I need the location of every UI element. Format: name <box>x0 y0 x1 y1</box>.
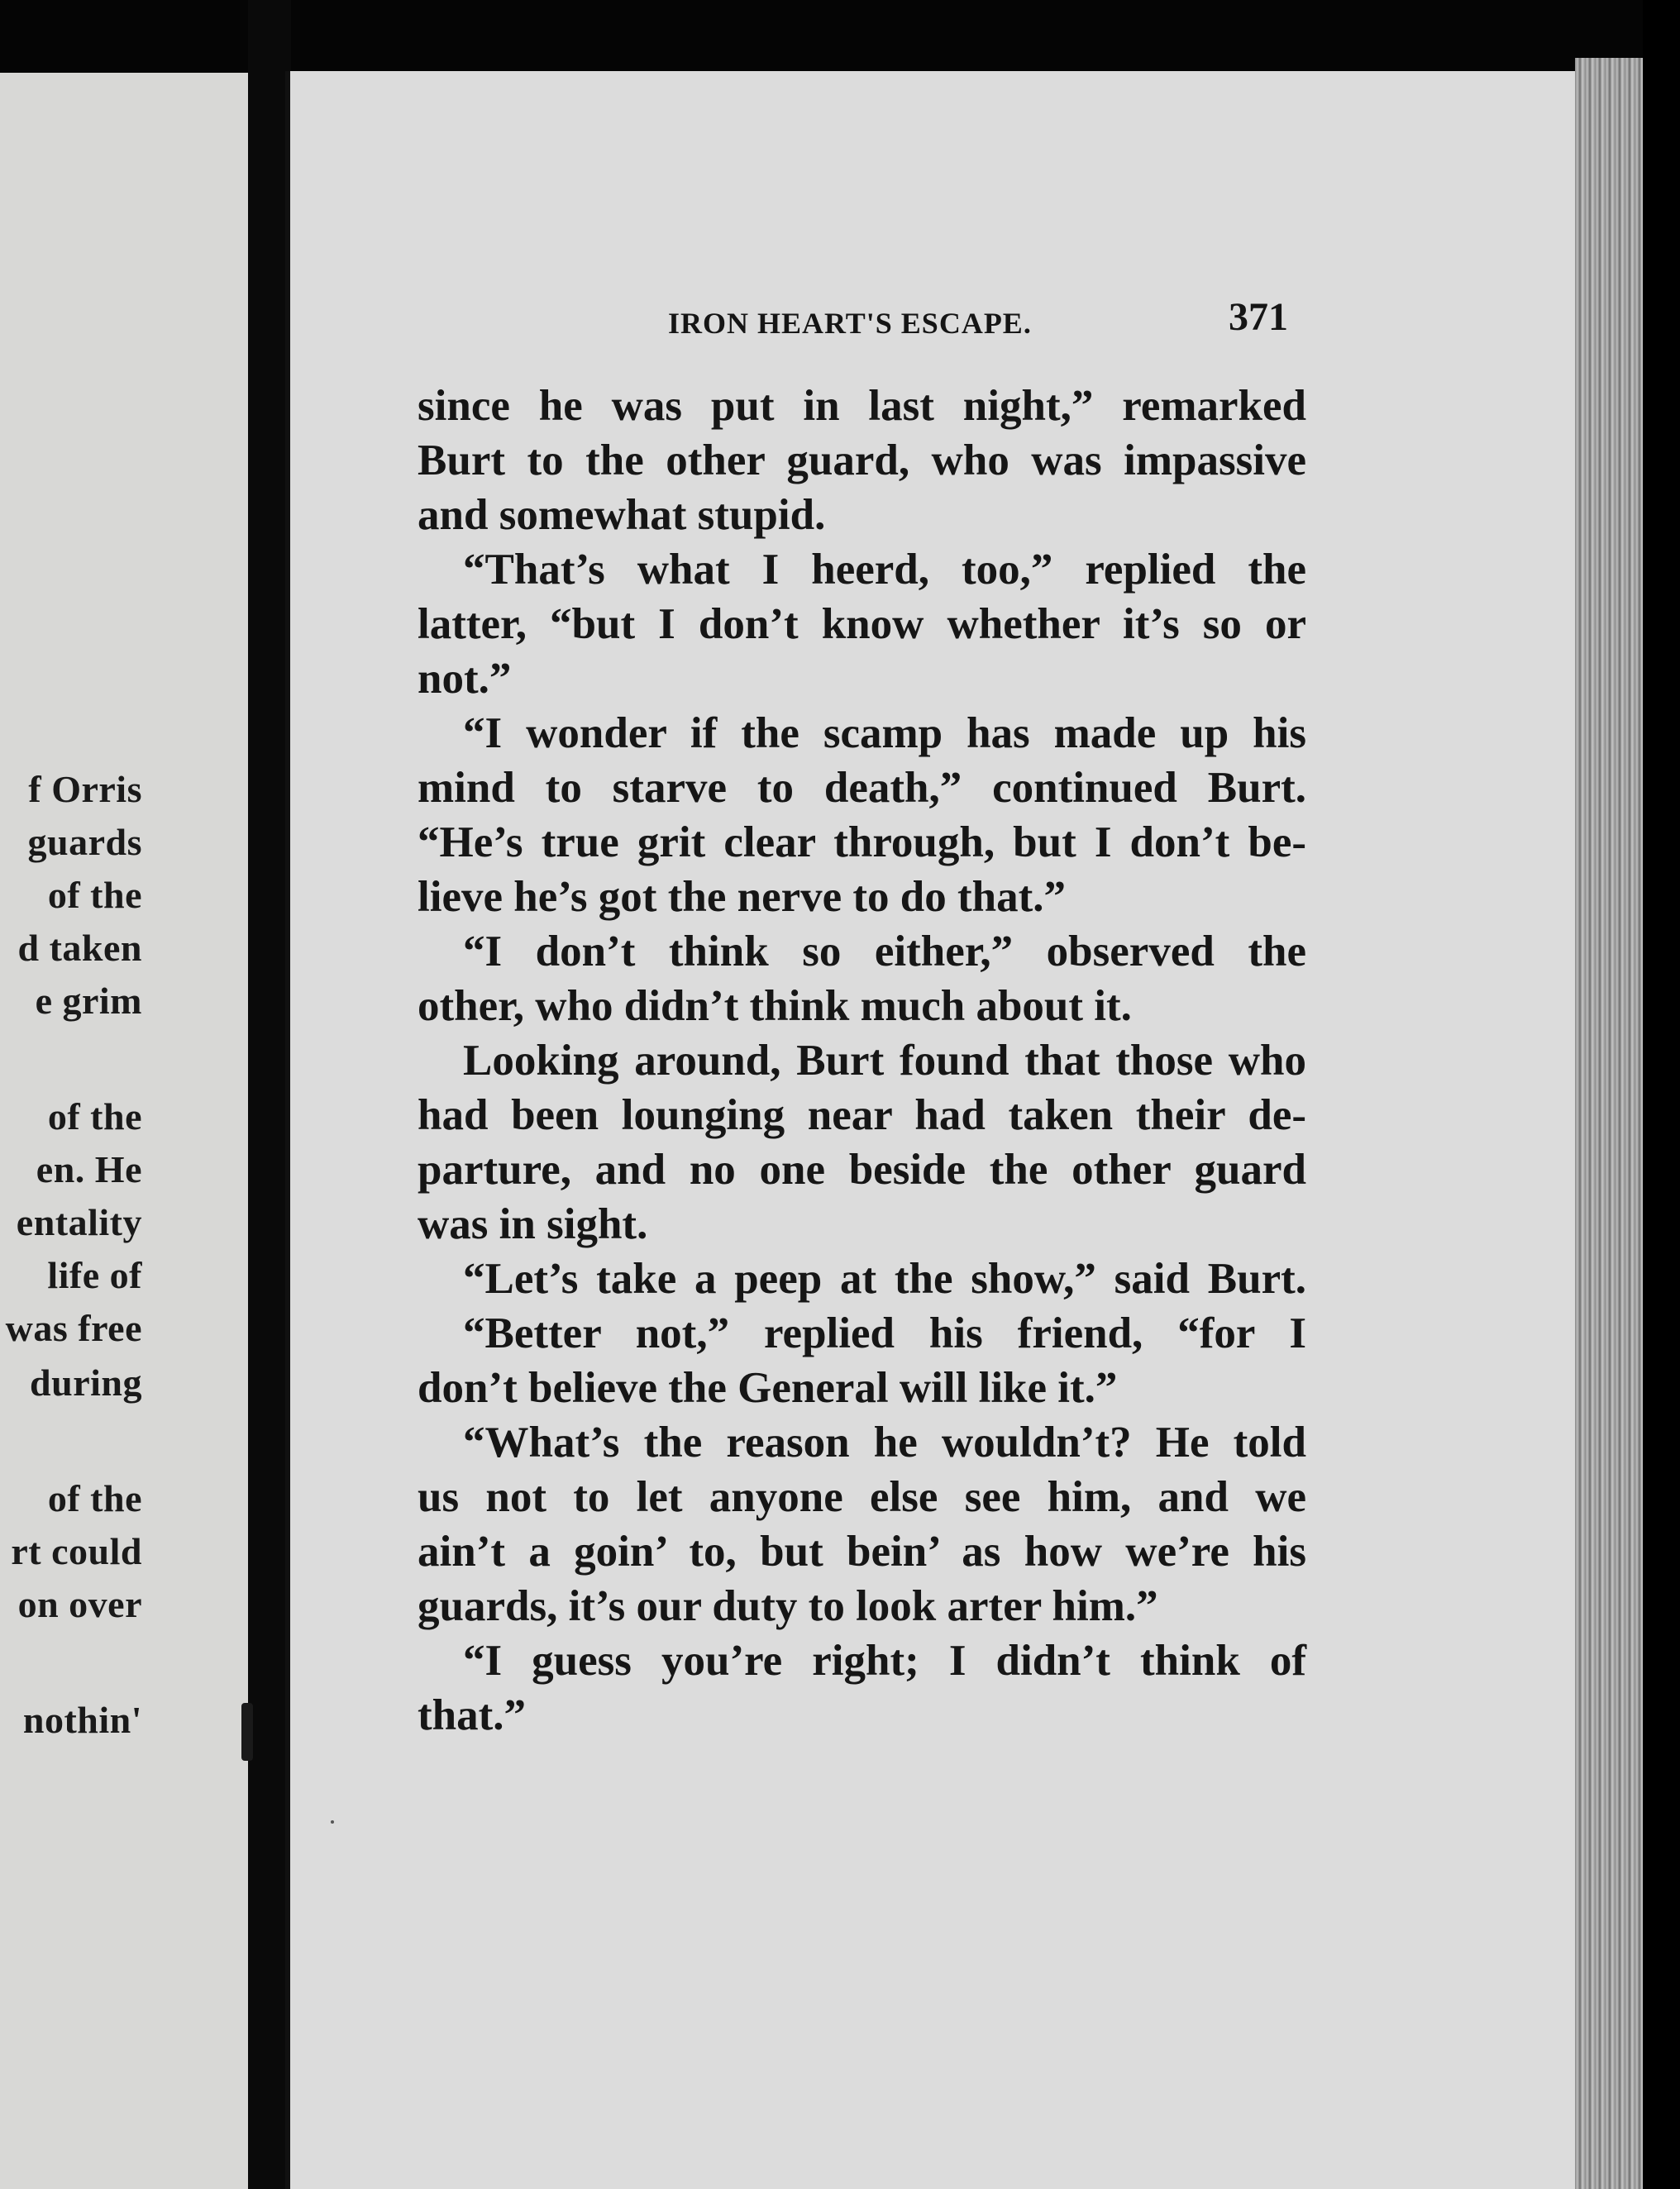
text-line: other, who didn’t think much about it. <box>418 982 1132 1030</box>
text-line: mind to starve to death,” continued Burt. <box>418 764 1306 812</box>
text-line: “That’s what I heerd, too,” replied the <box>463 546 1306 594</box>
body-text <box>418 379 1306 1743</box>
text-line: latter, “but I don’t know whether it’s so or <box>418 600 1306 648</box>
text-line: “Better not,” replied his friend, “for I <box>463 1309 1306 1357</box>
left-page-fragment: life of <box>47 1254 142 1296</box>
left-page-fragment: of the <box>47 1477 142 1519</box>
scan-border-right <box>1643 0 1680 2189</box>
text-line: parture, and no one beside the other guard <box>418 1146 1306 1194</box>
text-line: “Let’s take a peep at the show,” said Burt. <box>463 1255 1306 1303</box>
text-line: Burt to the other guard, who was impassive <box>418 436 1306 484</box>
text-line: since he was put in last night,” remarked <box>418 382 1306 430</box>
text-line: had been lounging near had taken their de- <box>418 1091 1306 1139</box>
left-page-fragment: nothin' <box>22 1699 142 1741</box>
page-number: 371 <box>1229 295 1288 339</box>
left-page-fragment: was free <box>5 1307 142 1349</box>
left-page-fragment: e grim <box>35 980 142 1022</box>
ink-speck <box>331 1820 334 1824</box>
text-line: that.” <box>418 1691 527 1739</box>
left-page-fragment: rt could <box>11 1530 142 1572</box>
text-line: ain’t a goin’ to, but bein’ as how we’re his <box>418 1528 1306 1576</box>
text-line: not.” <box>418 655 512 703</box>
text-line: lieve he’s got the nerve to do that.” <box>418 873 1067 921</box>
left-page-fragment: f Orris <box>28 768 142 810</box>
text-line: Looking around, Burt found that those who <box>463 1037 1306 1085</box>
left-page-fragment: of the <box>47 1095 142 1137</box>
text-line: was in sight. <box>418 1200 648 1248</box>
running-head: IRON HEART'S ESCAPE. <box>668 307 1032 340</box>
text-line: us not to let anyone else see him, and we <box>418 1473 1306 1521</box>
page-edges <box>1575 58 1643 2189</box>
text-line: and somewhat stupid. <box>418 491 826 539</box>
text-line: “What’s the reason he wouldn’t? He told <box>463 1419 1306 1466</box>
left-page-fragment: guards <box>27 821 142 863</box>
left-page-fragment: en. He <box>36 1148 142 1190</box>
text-line: “He’s true grit clear through, but I don’t be- <box>418 818 1306 866</box>
text-line: don’t believe the General will like it.” <box>418 1364 1118 1412</box>
text-line: “I don’t think so either,” observed the <box>463 928 1306 975</box>
text-line: “I wonder if the scamp has made up his <box>463 709 1306 757</box>
left-page <box>0 73 248 2189</box>
left-page-fragment: during <box>30 1362 142 1404</box>
left-page-fragment: entality <box>16 1201 142 1243</box>
left-page-fragment: on over <box>17 1583 142 1625</box>
left-page-fragment: d taken <box>17 927 142 969</box>
text-line: guards, it’s our duty to look arter him.” <box>418 1582 1158 1630</box>
text-line: “I guess you’re right; I didn’t think of <box>463 1637 1306 1685</box>
left-page-fragment: of the <box>47 874 142 916</box>
binding-mark <box>241 1703 253 1761</box>
